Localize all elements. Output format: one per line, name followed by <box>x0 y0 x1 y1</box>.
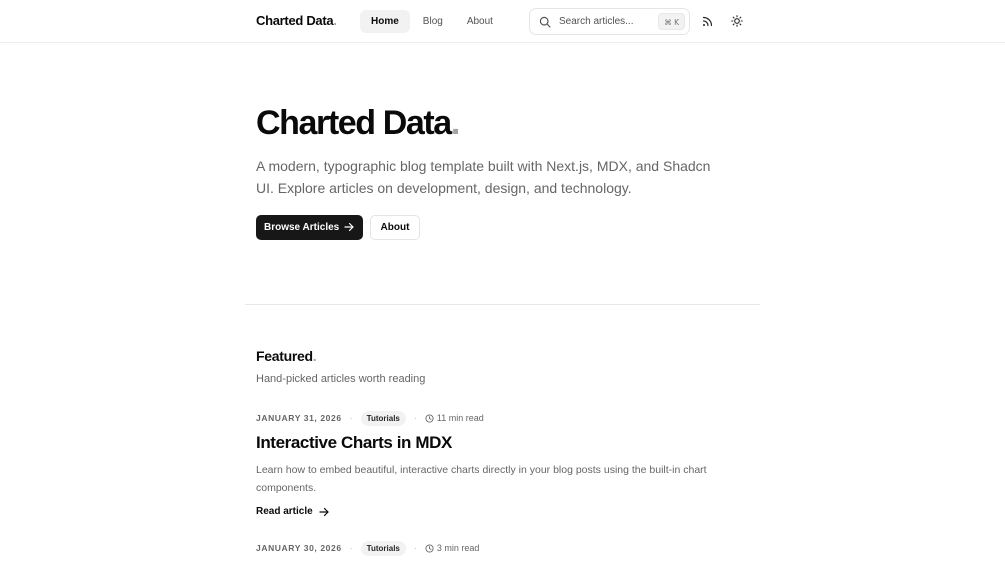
section-divider <box>245 304 760 305</box>
post-tag[interactable]: Tutorials <box>361 541 406 556</box>
browse-articles-label: Browse Articles <box>264 222 340 233</box>
featured-title: Featured. <box>256 348 317 364</box>
post-date: JANUARY 30, 2026 <box>256 543 342 553</box>
nav-blog[interactable]: Blog <box>422 16 443 27</box>
post-meta <box>256 540 479 556</box>
post-tag[interactable]: Tutorials <box>361 411 406 426</box>
sun-icon <box>731 15 743 27</box>
search-shortcut: ⌘ K <box>658 13 685 30</box>
main-nav <box>360 10 506 33</box>
search-icon <box>539 16 551 28</box>
theme-toggle-button[interactable] <box>727 11 747 31</box>
read-time: 3 min read <box>425 543 480 553</box>
post-excerpt: Learn how to embed beautiful, interactive charts directly in your blog posts using the built-in chart components. <box>256 464 707 494</box>
brand-logo[interactable]: Charted Data. <box>256 13 337 28</box>
nav-home[interactable]: Home <box>360 10 410 33</box>
clock-icon <box>425 414 434 423</box>
post-meta <box>256 410 484 426</box>
post-title[interactable]: Interactive Charts in MDX <box>256 433 452 452</box>
clock-icon <box>425 544 434 553</box>
arrow-right-icon <box>344 222 354 232</box>
meta-separator: · <box>349 543 353 553</box>
search-box[interactable] <box>529 8 690 35</box>
hero-title: Charted Data. <box>256 104 459 142</box>
read-time: 11 min read <box>425 413 484 423</box>
arrow-right-icon <box>319 507 329 517</box>
meta-separator: · <box>413 413 417 423</box>
about-button[interactable]: About <box>370 215 420 240</box>
rss-icon <box>702 16 713 27</box>
hero-description: A modern, typographic blog template built with Next.js, MDX, and Shadcn UI. Explore articles on development, design, and technology. <box>256 158 711 196</box>
featured-subtitle: Hand-picked articles worth reading <box>256 373 426 385</box>
read-article-link[interactable]: Read article <box>256 506 329 517</box>
nav-about[interactable]: About <box>466 16 493 27</box>
site-header <box>0 0 1005 43</box>
search-placeholder: Search articles... <box>559 16 634 27</box>
browse-articles-button[interactable] <box>256 215 363 240</box>
rss-button[interactable] <box>697 11 717 31</box>
meta-separator: · <box>349 413 353 423</box>
post-date: JANUARY 31, 2026 <box>256 413 342 423</box>
meta-separator: · <box>413 543 417 553</box>
